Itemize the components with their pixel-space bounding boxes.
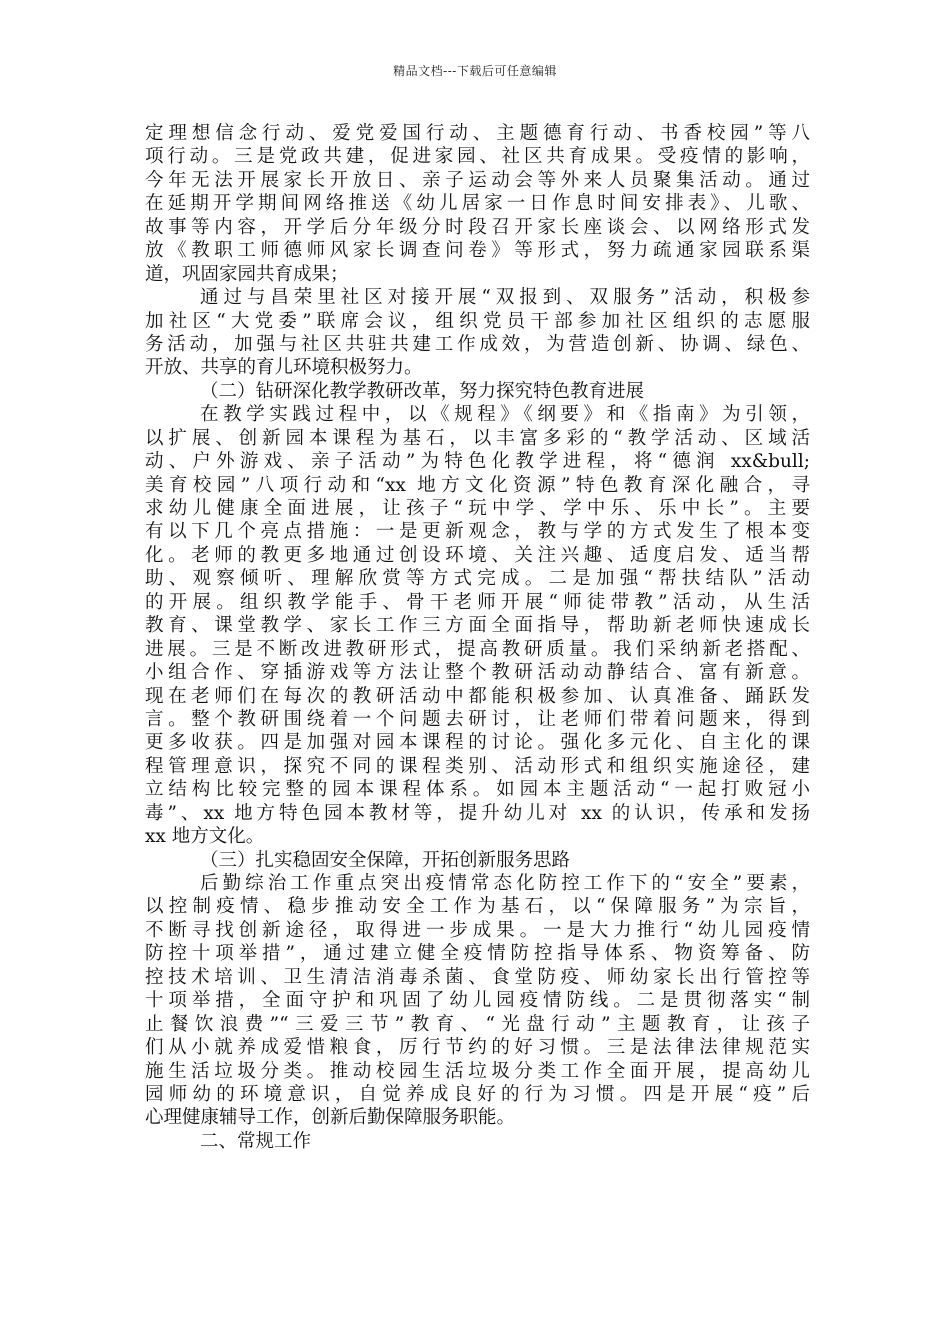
text-line: 程管理意识，探究不同的课程类别、活动形式和组织实施途径，建: [145, 755, 810, 777]
text-line: 有以下几个亮点措施：一是更新观念，教与学的方式发生了根本变: [145, 521, 810, 543]
text-line: 止餐饮浪费”“三爱三节”教育、“光盘行动”主题教育，让孩子: [145, 1013, 810, 1035]
text-line: 加社区“大党委”联席会议，组织党员干部参加社区组织的志愿服: [145, 310, 810, 332]
text-line: 故事等内容，开学后分年级分时段召开家长座谈会、以网络形式发: [145, 216, 810, 238]
text-line: 在延期开学期间网络推送《幼儿居家一日作息时间安排表》、儿歌、: [145, 193, 810, 215]
text-line: 项行动。三是党政共建，促进家园、社区共育成果。受疫情的影响，: [145, 146, 810, 168]
text-line: 不断寻找创新途径，取得进一步成果。一是大力推行“幼儿园疫情: [145, 919, 810, 941]
text-line: 教育、课堂教学、家长工作三方面全面指导，帮助新老师快速成长: [145, 615, 810, 637]
text-line: 以控制疫情、稳步推动安全工作为基石，以“保障服务”为宗旨，: [145, 896, 810, 918]
text-line: 更多收获。四是加强对园本课程的讨论。强化多元化、自主化的课: [145, 732, 810, 754]
text-line: 施生活垃圾分类。推动校园生活垃圾分类工作全面开展，提高幼儿: [145, 1060, 810, 1082]
text-line: 道，巩固家园共育成果；: [145, 263, 349, 285]
text-line: 的开展。组织教学能手、骨干老师开展“师徒带教”活动，从生活: [145, 591, 810, 613]
text-line: 控技术培训、卫生清洁消毒杀菌、食堂防疫、师幼家长出行管控等: [145, 966, 810, 988]
section-heading: （二）钻研深化教学教研改革，努力探究特色教育进展: [200, 380, 645, 402]
text-line: 动、户外游戏、亲子活动”为特色化教学进程，将“德润 xx&bull;: [145, 451, 810, 473]
text-line: 务活动，加强与社区共驻共建工作成效，为营造创新、协调、绿色、: [145, 333, 810, 355]
text-line: 美育校园”八项行动和“xx 地方文化资源”特色教育深化融合，寻: [145, 474, 810, 496]
document-body: [145, 122, 810, 1153]
text-line: 园师幼的环境意识，自觉养成良好的行为习惯。四是开展“疫”后: [145, 1083, 810, 1105]
text-line: 毒”、xx 地方特色园本教材等，提升幼儿对 xx 的认识，传承和发扬: [145, 802, 810, 824]
text-line: 小组合作、穿插游戏等方法让整个教研活动动静结合、富有新意。: [145, 662, 810, 684]
text-line: 现在老师们在每次的教研活动中都能积极参加、认真准备、踊跃发: [145, 685, 810, 707]
text-line: xx 地方文化。: [145, 826, 265, 848]
section-heading: （三）扎实稳固安全保障，开拓创新服务思路: [200, 849, 571, 871]
text-line: 后勤综治工作重点突出疫情常态化防控工作下的“安全”要素，: [200, 873, 810, 894]
text-line: 定理想信念行动、爱党爱国行动、主题德育行动、书香校园”等八: [145, 123, 810, 144]
text-line: 言。整个教研围绕着一个问题去研讨，让老师们带着问题来，得到: [145, 708, 810, 730]
page-header: 精品文档---下载后可任意编辑: [393, 64, 557, 78]
text-line: 助、观察倾听、理解欣赏等方式完成。二是加强“帮扶结队”活动: [145, 568, 810, 590]
text-line: 十项举措，全面守护和巩固了幼儿园疫情防线。二是贯彻落实“制: [145, 990, 810, 1012]
text-line: 心理健康辅导工作，创新后勤保障服务职能。: [145, 1107, 516, 1129]
text-line: 们从小就养成爱惜粮食，厉行节约的好习惯。三是法律法律规范实: [145, 1037, 810, 1059]
text-line: 防控十项举措”，通过建立健全疫情防控指导体系、物资筹备、防: [145, 943, 810, 965]
text-line: 通过与昌荣里社区对接开展“双报到、双服务”活动，积极参: [200, 287, 810, 309]
text-line: 化。老师的教更多地通过创设环境、关注兴趣、适度启发、适当帮: [145, 544, 810, 566]
text-line: 进展。三是不断改进教研形式，提高教研质量。我们采纳新老搭配、: [145, 638, 810, 660]
text-line: 放《教职工师德师风家长调查问卷》等形式，努力疏通家园联系渠: [145, 240, 810, 262]
text-line: 以扩展、创新园本课程为基石，以丰富多彩的“教学活动、区域活: [145, 427, 810, 449]
text-line: 今年无法开展家长开放日、亲子运动会等外来人员聚集活动。通过: [145, 169, 810, 191]
text-line: 开放、共享的育儿环境积极努力。: [145, 357, 423, 379]
text-line: 求幼儿健康全面进展，让孩子“玩中学、学中乐、乐中长”。主要: [145, 498, 810, 519]
text-line: 立结构比较完整的园本课程体系。如园本主题活动“一起打败冠小: [145, 779, 810, 801]
text-line: 在教学实践过程中，以《规程》《纲要》和《指南》为引领，: [200, 404, 810, 426]
section-heading: 二、常规工作: [200, 1130, 312, 1152]
